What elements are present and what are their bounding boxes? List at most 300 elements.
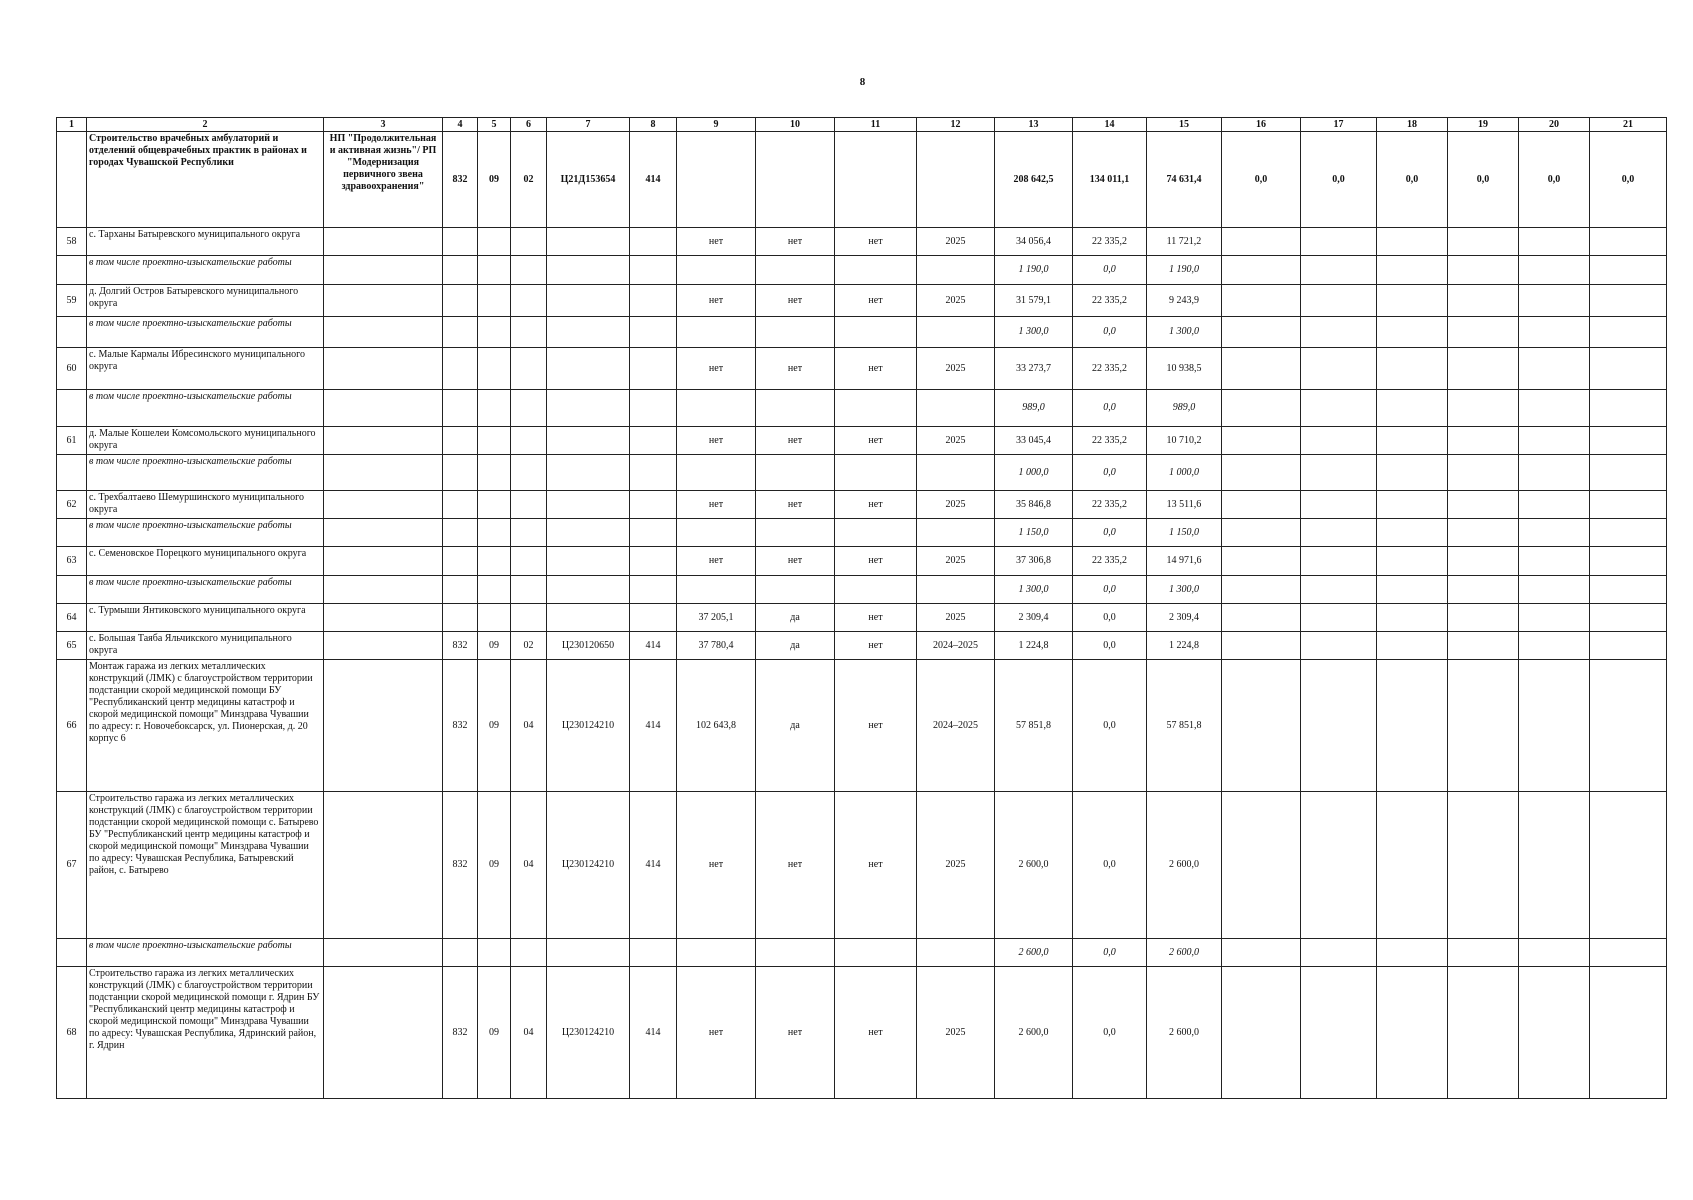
value-cell (443, 317, 478, 348)
value-cell (677, 576, 756, 604)
value-cell: 832 (443, 792, 478, 939)
program-name (324, 390, 443, 427)
object-name: Монтаж гаража из легких металлических конструкций (ЛМК) с благоустройством территории подстанции скорой медицинской помощи БУ "Республиканский центр медицины катастроф и скорой медицинской помощи" Минздрава Чувашии по адресу: г. Новочебоксарск, ул. Пионерская, д. 20 корпус 6 (87, 660, 324, 792)
header-cell: 14 (1073, 118, 1147, 132)
value-cell (1590, 348, 1667, 390)
row-number: 64 (57, 604, 87, 632)
value-cell (443, 256, 478, 285)
value-cell (443, 939, 478, 967)
value-cell: 0,0 (1073, 967, 1147, 1099)
value-cell (1301, 792, 1377, 939)
value-cell: Ц230120650 (547, 632, 630, 660)
value-cell (547, 455, 630, 491)
value-cell (478, 317, 511, 348)
value-cell: 1 150,0 (1147, 519, 1222, 547)
value-cell: нет (835, 632, 917, 660)
value-cell: нет (756, 491, 835, 519)
value-cell: нет (835, 604, 917, 632)
value-cell (1590, 967, 1667, 1099)
header-cell: 12 (917, 118, 995, 132)
subtotal-row (57, 256, 1667, 285)
value-cell (1519, 547, 1590, 576)
value-cell: нет (835, 967, 917, 1099)
value-cell (1377, 632, 1448, 660)
object-name: Строительство врачебных амбулаторий и отделений общеврачебных практик в районах и городах Чувашской Республики (87, 132, 324, 228)
value-cell (1222, 632, 1301, 660)
value-cell (547, 256, 630, 285)
value-cell: 832 (443, 132, 478, 228)
value-cell (1377, 519, 1448, 547)
value-cell: нет (756, 228, 835, 256)
value-cell (1377, 348, 1448, 390)
value-cell: нет (756, 967, 835, 1099)
object-name: д. Долгий Остров Батыревского муниципального округа (87, 285, 324, 317)
value-cell: нет (835, 427, 917, 455)
value-cell (1301, 491, 1377, 519)
value-cell: 0,0 (1073, 317, 1147, 348)
value-cell (511, 491, 547, 519)
value-cell: 22 335,2 (1073, 228, 1147, 256)
value-cell: 1 300,0 (1147, 576, 1222, 604)
header-cell: 8 (630, 118, 677, 132)
value-cell (1377, 256, 1448, 285)
value-cell: 0,0 (1073, 576, 1147, 604)
value-cell (1590, 427, 1667, 455)
value-cell (547, 285, 630, 317)
value-cell (1590, 519, 1667, 547)
row-number: 59 (57, 285, 87, 317)
value-cell (443, 547, 478, 576)
value-cell (630, 228, 677, 256)
value-cell (630, 576, 677, 604)
value-cell: 832 (443, 967, 478, 1099)
table-row (57, 632, 1667, 660)
value-cell: нет (835, 228, 917, 256)
value-cell (1448, 390, 1519, 427)
table-row (57, 427, 1667, 455)
value-cell: 2025 (917, 547, 995, 576)
value-cell (756, 390, 835, 427)
value-cell (1222, 228, 1301, 256)
value-cell (1377, 604, 1448, 632)
value-cell (1301, 256, 1377, 285)
value-cell: 2 600,0 (1147, 967, 1222, 1099)
value-cell: 31 579,1 (995, 285, 1073, 317)
value-cell (478, 427, 511, 455)
value-cell: 37 306,8 (995, 547, 1073, 576)
program-name (324, 939, 443, 967)
value-cell (1448, 967, 1519, 1099)
value-cell: 1 000,0 (1147, 455, 1222, 491)
value-cell (478, 348, 511, 390)
value-cell (1519, 348, 1590, 390)
value-cell (1301, 967, 1377, 1099)
value-cell: 33 273,7 (995, 348, 1073, 390)
value-cell (1448, 455, 1519, 491)
row-number: 63 (57, 547, 87, 576)
value-cell: 2 600,0 (1147, 792, 1222, 939)
value-cell (1590, 792, 1667, 939)
value-cell (478, 604, 511, 632)
value-cell: 09 (478, 632, 511, 660)
value-cell (1590, 604, 1667, 632)
value-cell (511, 427, 547, 455)
value-cell: 2025 (917, 792, 995, 939)
row-number: 61 (57, 427, 87, 455)
value-cell: 134 011,1 (1073, 132, 1147, 228)
value-cell (547, 317, 630, 348)
value-cell (835, 519, 917, 547)
value-cell: Ц21Д153654 (547, 132, 630, 228)
value-cell (478, 228, 511, 256)
value-cell (1222, 939, 1301, 967)
program-name (324, 632, 443, 660)
value-cell (547, 939, 630, 967)
program-name (324, 256, 443, 285)
value-cell (756, 519, 835, 547)
object-name: с. Турмыши Янтиковского муниципального округа (87, 604, 324, 632)
value-cell (1222, 256, 1301, 285)
value-cell: нет (677, 792, 756, 939)
value-cell (1448, 256, 1519, 285)
value-cell (1301, 660, 1377, 792)
value-cell: 208 642,5 (995, 132, 1073, 228)
value-cell (630, 604, 677, 632)
value-cell (1448, 632, 1519, 660)
value-cell (756, 939, 835, 967)
program-name (324, 519, 443, 547)
value-cell (756, 455, 835, 491)
value-cell (1222, 660, 1301, 792)
row-number: 67 (57, 792, 87, 939)
value-cell: 1 190,0 (1147, 256, 1222, 285)
value-cell (547, 348, 630, 390)
value-cell: 414 (630, 660, 677, 792)
subtotal-row (57, 576, 1667, 604)
value-cell (1519, 792, 1590, 939)
value-cell (1448, 547, 1519, 576)
value-cell (630, 256, 677, 285)
object-name: Строительство гаража из легких металлических конструкций (ЛМК) с благоустройством территории подстанции скорой медицинской помощи г. Ядрин БУ "Республиканский центр медицины катастроф и скорой медицинской помощи" Минздрава Чувашии по адресу: Чувашская Республика, Ядринский район, г. Ядрин (87, 967, 324, 1099)
row-number (57, 256, 87, 285)
value-cell: 0,0 (1073, 939, 1147, 967)
value-cell: 1 150,0 (995, 519, 1073, 547)
value-cell (1448, 491, 1519, 519)
value-cell (511, 228, 547, 256)
header-cell: 17 (1301, 118, 1377, 132)
value-cell: Ц230124210 (547, 792, 630, 939)
value-cell: 57 851,8 (1147, 660, 1222, 792)
value-cell (511, 455, 547, 491)
value-cell (511, 939, 547, 967)
value-cell (1519, 390, 1590, 427)
value-cell (835, 939, 917, 967)
value-cell (478, 547, 511, 576)
program-name (324, 547, 443, 576)
value-cell: нет (756, 348, 835, 390)
header-cell: 3 (324, 118, 443, 132)
value-cell (756, 132, 835, 228)
value-cell: 2024–2025 (917, 632, 995, 660)
value-cell (1519, 939, 1590, 967)
value-cell: 1 000,0 (995, 455, 1073, 491)
value-cell (511, 317, 547, 348)
value-cell: 0,0 (1073, 604, 1147, 632)
value-cell (1519, 228, 1590, 256)
value-cell: 10 710,2 (1147, 427, 1222, 455)
value-cell (547, 228, 630, 256)
value-cell (630, 519, 677, 547)
value-cell (630, 348, 677, 390)
value-cell (1590, 547, 1667, 576)
value-cell (1519, 491, 1590, 519)
object-name: в том числе проектно-изыскательские работы (87, 519, 324, 547)
value-cell (917, 939, 995, 967)
value-cell: нет (677, 967, 756, 1099)
value-cell (630, 455, 677, 491)
program-name (324, 455, 443, 491)
value-cell: 2 309,4 (1147, 604, 1222, 632)
value-cell (443, 427, 478, 455)
value-cell (835, 576, 917, 604)
value-cell: 04 (511, 660, 547, 792)
subtotal-row (57, 317, 1667, 348)
row-number (57, 317, 87, 348)
header-cell: 4 (443, 118, 478, 132)
value-cell: Ц230124210 (547, 967, 630, 1099)
value-cell (1590, 317, 1667, 348)
value-cell (1590, 455, 1667, 491)
value-cell (478, 939, 511, 967)
value-cell (1590, 491, 1667, 519)
value-cell (1519, 660, 1590, 792)
value-cell: нет (835, 547, 917, 576)
row-number (57, 939, 87, 967)
value-cell (677, 132, 756, 228)
value-cell (1590, 576, 1667, 604)
value-cell (1590, 256, 1667, 285)
value-cell (1448, 660, 1519, 792)
value-cell (547, 390, 630, 427)
value-cell (1377, 547, 1448, 576)
program-name (324, 228, 443, 256)
value-cell (1590, 228, 1667, 256)
value-cell: 1 300,0 (995, 576, 1073, 604)
value-cell: нет (756, 792, 835, 939)
value-cell (1301, 547, 1377, 576)
value-cell: 2025 (917, 604, 995, 632)
header-cell: 21 (1590, 118, 1667, 132)
page-number: 8 (859, 76, 866, 88)
value-cell (1222, 491, 1301, 519)
value-cell (630, 491, 677, 519)
value-cell: 04 (511, 792, 547, 939)
value-cell: да (756, 660, 835, 792)
value-cell: 2 600,0 (995, 792, 1073, 939)
value-cell (1301, 604, 1377, 632)
value-cell (630, 427, 677, 455)
value-cell (511, 285, 547, 317)
value-cell: 832 (443, 632, 478, 660)
value-cell: 1 190,0 (995, 256, 1073, 285)
value-cell: нет (756, 547, 835, 576)
value-cell (677, 939, 756, 967)
value-cell (835, 317, 917, 348)
value-cell: 2025 (917, 285, 995, 317)
value-cell: 0,0 (1222, 132, 1301, 228)
value-cell (1301, 427, 1377, 455)
header-cell: 11 (835, 118, 917, 132)
value-cell (1519, 604, 1590, 632)
table-row (57, 792, 1667, 939)
value-cell (478, 455, 511, 491)
value-cell: 0,0 (1073, 455, 1147, 491)
value-cell: нет (677, 228, 756, 256)
object-name: в том числе проектно-изыскательские работы (87, 939, 324, 967)
row-number: 66 (57, 660, 87, 792)
object-name: в том числе проектно-изыскательские работы (87, 256, 324, 285)
value-cell: 414 (630, 792, 677, 939)
value-cell (1301, 348, 1377, 390)
value-cell (835, 132, 917, 228)
value-cell: 414 (630, 632, 677, 660)
value-cell: 0,0 (1073, 660, 1147, 792)
value-cell: 10 938,5 (1147, 348, 1222, 390)
value-cell (835, 390, 917, 427)
value-cell: 0,0 (1590, 132, 1667, 228)
header-cell: 6 (511, 118, 547, 132)
header-row (57, 118, 1667, 132)
value-cell: 1 300,0 (1147, 317, 1222, 348)
program-name (324, 604, 443, 632)
row-number (57, 455, 87, 491)
value-cell (511, 547, 547, 576)
value-cell: 1 224,8 (1147, 632, 1222, 660)
value-cell: 2 309,4 (995, 604, 1073, 632)
value-cell: нет (677, 285, 756, 317)
value-cell: 2025 (917, 967, 995, 1099)
object-name: в том числе проектно-изыскательские работы (87, 317, 324, 348)
object-name: в том числе проектно-изыскательские работы (87, 576, 324, 604)
value-cell (917, 455, 995, 491)
value-cell (1448, 939, 1519, 967)
value-cell (630, 939, 677, 967)
value-cell (511, 348, 547, 390)
value-cell (1222, 427, 1301, 455)
value-cell (511, 576, 547, 604)
value-cell (756, 576, 835, 604)
value-cell (1222, 455, 1301, 491)
value-cell (1590, 390, 1667, 427)
value-cell (478, 519, 511, 547)
table-row (57, 491, 1667, 519)
value-cell (1377, 576, 1448, 604)
value-cell (630, 390, 677, 427)
value-cell (1519, 256, 1590, 285)
value-cell: 22 335,2 (1073, 348, 1147, 390)
table-row (57, 604, 1667, 632)
value-cell (1590, 285, 1667, 317)
value-cell (1222, 285, 1301, 317)
header-cell: 13 (995, 118, 1073, 132)
value-cell: 414 (630, 132, 677, 228)
value-cell: нет (677, 427, 756, 455)
value-cell (1519, 455, 1590, 491)
value-cell: 57 851,8 (995, 660, 1073, 792)
value-cell: 37 205,1 (677, 604, 756, 632)
value-cell: 832 (443, 660, 478, 792)
value-cell (1222, 792, 1301, 939)
table-row (57, 967, 1667, 1099)
value-cell (1301, 390, 1377, 427)
program-name (324, 967, 443, 1099)
value-cell (1590, 632, 1667, 660)
value-cell (677, 256, 756, 285)
value-cell (1222, 967, 1301, 1099)
object-name: в том числе проектно-изыскательские работы (87, 455, 324, 491)
value-cell (547, 519, 630, 547)
value-cell (478, 576, 511, 604)
table-row (57, 348, 1667, 390)
value-cell (547, 427, 630, 455)
value-cell: нет (677, 547, 756, 576)
value-cell: 2025 (917, 491, 995, 519)
header-cell: 10 (756, 118, 835, 132)
object-name: с. Малые Кармалы Ибресинского муниципального округа (87, 348, 324, 390)
value-cell: 33 045,4 (995, 427, 1073, 455)
value-cell: нет (835, 285, 917, 317)
object-name: с. Большая Таяба Яльчикского муниципального округа (87, 632, 324, 660)
value-cell: 22 335,2 (1073, 547, 1147, 576)
value-cell (1519, 427, 1590, 455)
object-name: Строительство гаража из легких металлических конструкций (ЛМК) с благоустройством территории подстанции скорой медицинской помощи с. Батырево БУ "Республиканский центр медицины катастроф и скорой медицинской помощи" Минздрава Чувашии по адресу: Чувашская Республика, Батыревский район, с. Батырево (87, 792, 324, 939)
value-cell: 0,0 (1073, 632, 1147, 660)
value-cell (1377, 939, 1448, 967)
object-name: с. Семеновское Порецкого муниципального округа (87, 547, 324, 576)
program-name (324, 427, 443, 455)
value-cell (835, 455, 917, 491)
table-row (57, 132, 1667, 228)
header-cell: 20 (1519, 118, 1590, 132)
header-cell: 9 (677, 118, 756, 132)
value-cell: 0,0 (1519, 132, 1590, 228)
object-name: в том числе проектно-изыскательские работы (87, 390, 324, 427)
program-name (324, 792, 443, 939)
value-cell (1377, 317, 1448, 348)
value-cell: 0,0 (1073, 390, 1147, 427)
object-name: с. Тарханы Батыревского муниципального округа (87, 228, 324, 256)
value-cell (917, 132, 995, 228)
value-cell (1519, 632, 1590, 660)
value-cell: 102 643,8 (677, 660, 756, 792)
table-row (57, 547, 1667, 576)
value-cell (1448, 576, 1519, 604)
value-cell: 989,0 (1147, 390, 1222, 427)
header-cell: 19 (1448, 118, 1519, 132)
value-cell: 414 (630, 967, 677, 1099)
value-cell (1519, 519, 1590, 547)
value-cell (547, 491, 630, 519)
value-cell (511, 256, 547, 285)
value-cell (1519, 317, 1590, 348)
value-cell (1222, 317, 1301, 348)
value-cell: 989,0 (995, 390, 1073, 427)
value-cell (1448, 427, 1519, 455)
value-cell (756, 317, 835, 348)
row-number: 60 (57, 348, 87, 390)
header-cell: 7 (547, 118, 630, 132)
subtotal-row (57, 939, 1667, 967)
